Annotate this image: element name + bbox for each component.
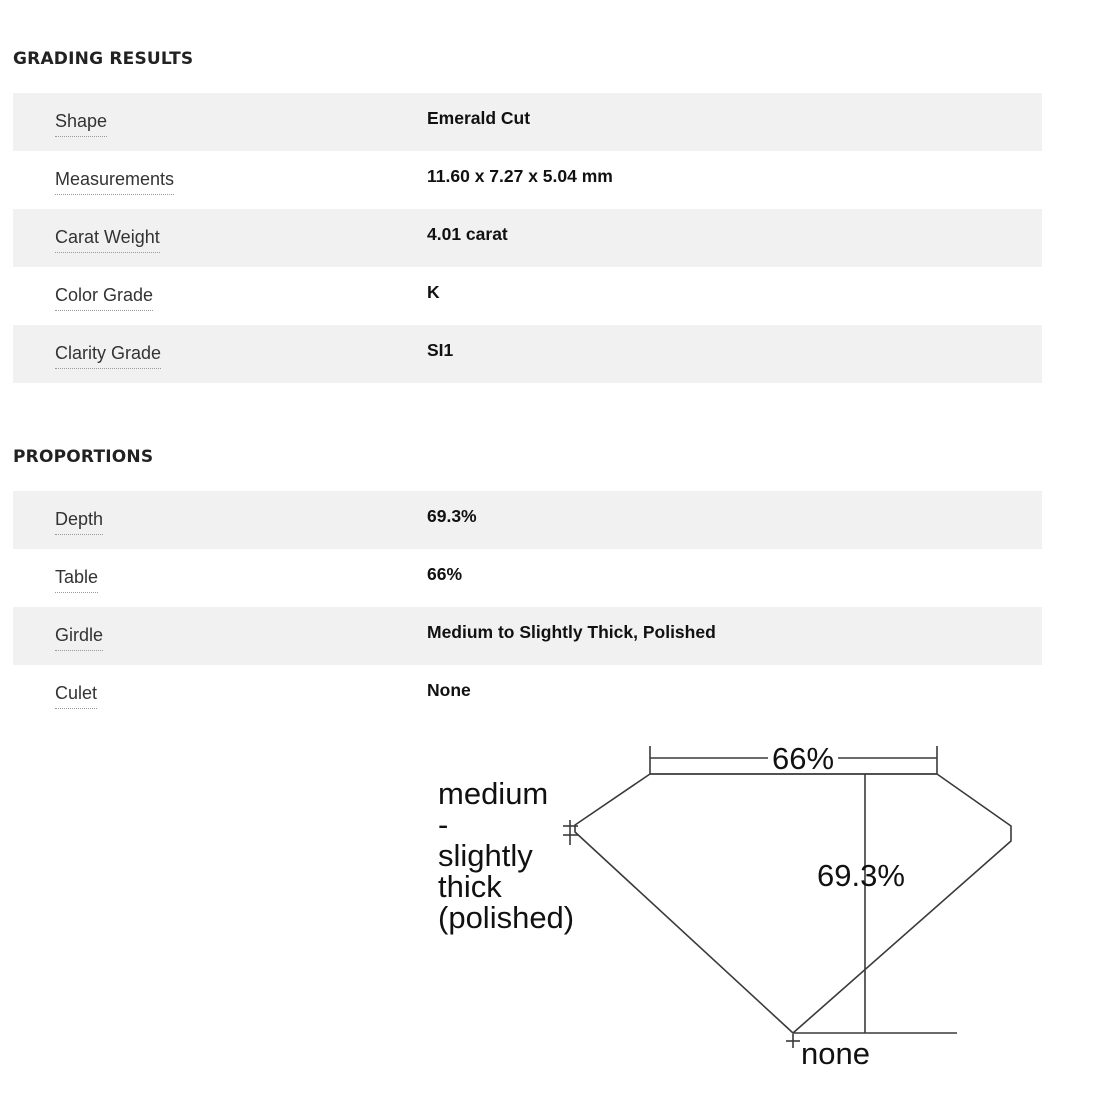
carat-weight-value: 4.01 carat xyxy=(427,224,508,244)
table-percent-label: 66% xyxy=(771,741,835,776)
proportions-table xyxy=(13,491,1042,723)
girdle-text-line-3: slightly xyxy=(438,838,533,873)
girdle-text-line-1: medium xyxy=(438,776,549,811)
shape-value: Emerald Cut xyxy=(427,108,531,128)
grading-results-heading: GRADING RESULTS xyxy=(13,49,194,69)
table-value: 66% xyxy=(427,564,463,584)
culet-value: None xyxy=(427,680,471,700)
color-grade-label[interactable]: Color Grade xyxy=(55,285,153,311)
girdle-text-line-2: - xyxy=(438,807,449,842)
shape-label[interactable]: Shape xyxy=(55,111,107,137)
grading-results-table xyxy=(13,93,1042,383)
table-row xyxy=(13,209,1042,267)
proportions-heading: PROPORTIONS xyxy=(13,447,154,467)
color-grade-value: K xyxy=(427,282,440,302)
measurements-label[interactable]: Measurements xyxy=(55,169,174,195)
table-row xyxy=(13,93,1042,151)
girdle-label[interactable]: Girdle xyxy=(55,625,103,651)
girdle-text-line-5: (polished) xyxy=(438,900,575,935)
girdle-text-line-4: thick xyxy=(438,869,502,904)
depth-percent-label: 69.3% xyxy=(817,858,905,893)
table-row xyxy=(13,491,1042,549)
carat-weight-label[interactable]: Carat Weight xyxy=(55,227,160,253)
clarity-grade-label[interactable]: Clarity Grade xyxy=(55,343,161,369)
depth-label[interactable]: Depth xyxy=(55,509,103,535)
girdle-value: Medium to Slightly Thick, Polished xyxy=(427,622,716,642)
culet-label[interactable]: Culet xyxy=(55,683,97,709)
table-row xyxy=(13,607,1042,665)
table-row xyxy=(13,549,1042,607)
depth-value: 69.3% xyxy=(427,506,477,526)
table-row xyxy=(13,325,1042,383)
table-row xyxy=(13,665,1042,723)
measurements-value: 11.60 x 7.27 x 5.04 mm xyxy=(427,166,613,186)
table-row xyxy=(13,267,1042,325)
culet-label: none xyxy=(801,1036,870,1071)
diamond-outline xyxy=(575,774,1011,1033)
table-row xyxy=(13,151,1042,209)
table-label[interactable]: Table xyxy=(55,567,98,593)
clarity-grade-value: SI1 xyxy=(427,340,454,360)
